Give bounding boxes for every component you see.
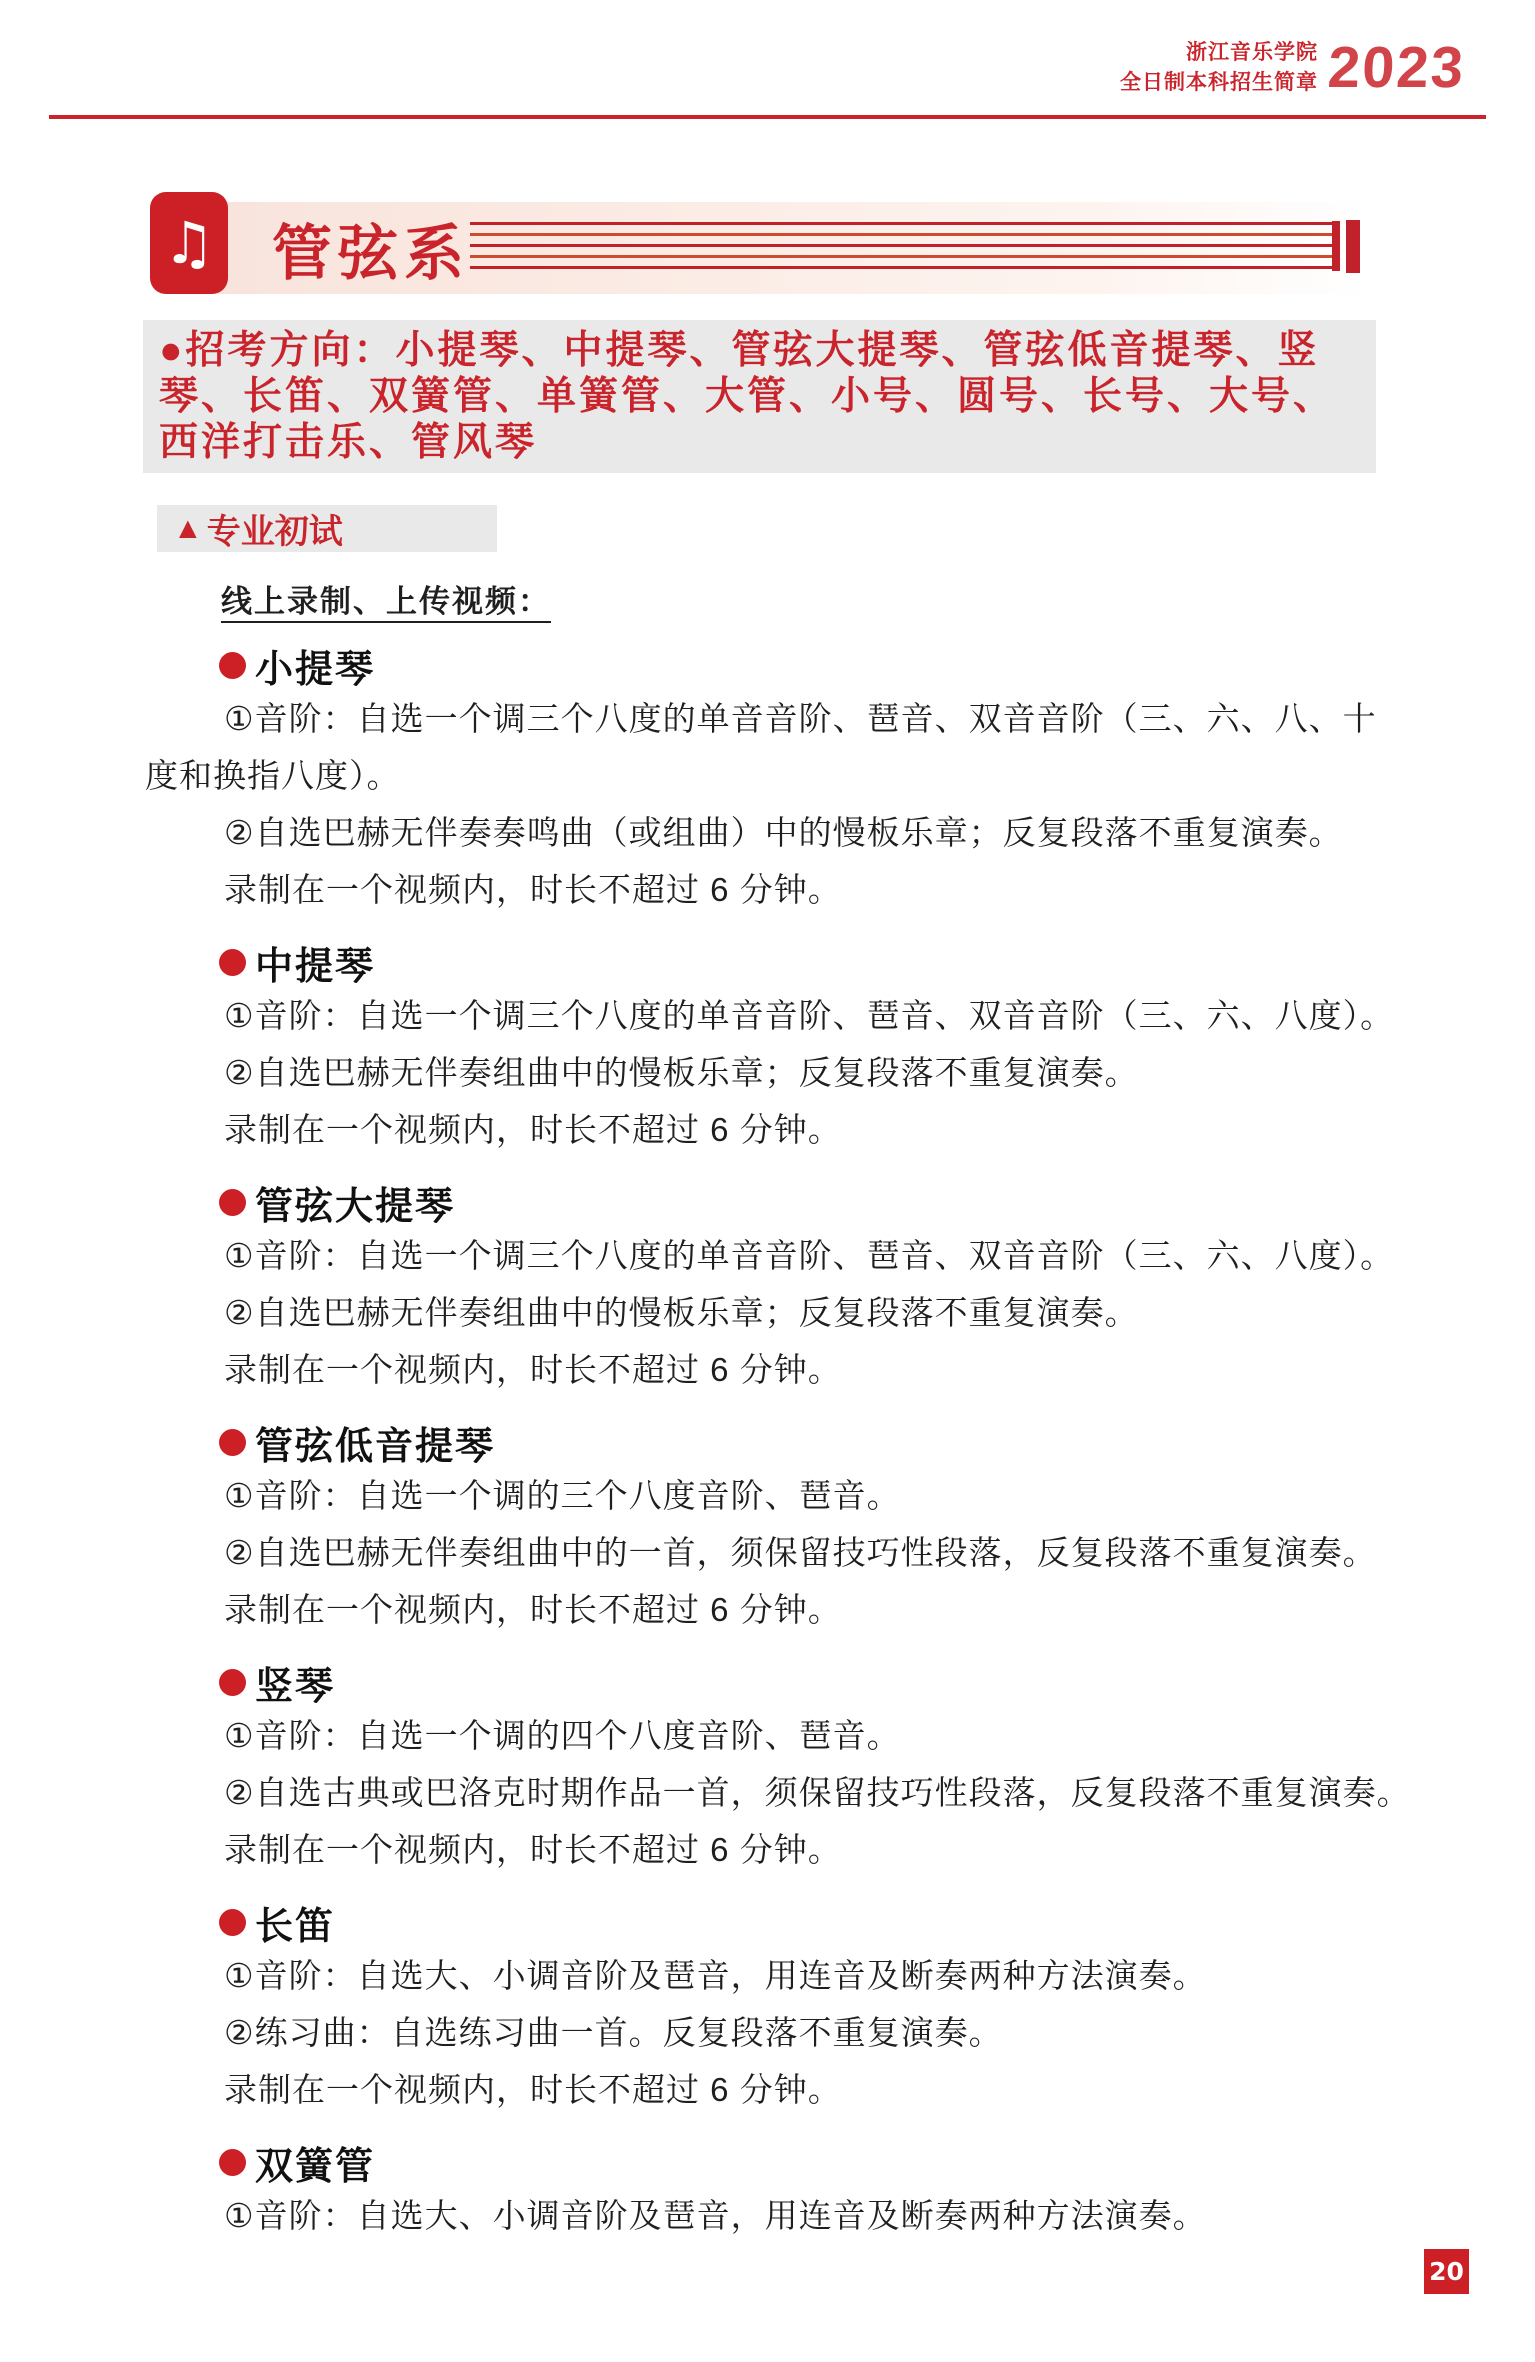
requirement-line: ①音阶：自选大、小调音阶及琶音，用连音及断奏两种方法演奏。 — [224, 1957, 1207, 1994]
requirement-line: ①音阶：自选一个调三个八度的单音音阶、琶音、双音音阶（三、六、八度）。 — [224, 997, 1395, 1034]
requirement-line: ①音阶：自选一个调的四个八度音阶、琶音。 — [224, 1717, 901, 1754]
school-name: 浙江音乐学院 — [1185, 40, 1318, 64]
section-lines — [145, 1227, 1395, 1398]
instrument-name: 中提琴 — [255, 945, 376, 988]
section-lines — [145, 690, 1395, 918]
requirement-line: ①音阶：自选一个调三个八度的单音音阶、琶音、双音音阶（三、六、八、十 — [224, 700, 1377, 737]
requirement-line: ①音阶：自选一个调的三个八度音阶、琶音。 — [224, 1477, 901, 1514]
staff-end-thick-bar — [1346, 220, 1360, 273]
section-lines — [145, 1467, 1395, 1638]
instrument-section — [145, 2140, 1395, 2244]
bullet-icon — [219, 2149, 246, 2176]
sections — [145, 643, 1411, 2244]
method-label: 线上录制、上传视频： — [221, 584, 551, 619]
instrument-section — [145, 1180, 1395, 1398]
instrument-name: 长笛 — [255, 1905, 336, 1948]
directions-box — [143, 320, 1376, 473]
requirement-line: 录制在一个视频内，时长不超过 6 分钟。 — [224, 1831, 842, 1868]
year-label: 2023 — [1326, 35, 1467, 100]
section-heading — [219, 2140, 1395, 2188]
bullet-icon — [219, 949, 246, 976]
instrument-section — [145, 643, 1395, 918]
brochure-title: 全日制本科招生简章 — [1119, 70, 1318, 94]
bullet-icon — [219, 1909, 246, 1936]
instrument-name: 双簧管 — [255, 2145, 376, 2188]
masthead-text — [1120, 38, 1318, 98]
requirement-line: 录制在一个视频内，时长不超过 6 分钟。 — [224, 1591, 842, 1628]
section-heading — [219, 643, 1395, 691]
bullet-icon — [219, 1669, 246, 1696]
requirement-line: ②练习曲：自选练习曲一首。反复段落不重复演奏。 — [224, 2014, 1003, 2051]
section-heading — [219, 940, 1395, 988]
instrument-section — [145, 1900, 1395, 2118]
direction-line: ●招考方向：小提琴、中提琴、管弦大提琴、管弦低音提琴、竖 — [159, 329, 1320, 372]
page-number: 20 — [1424, 2249, 1469, 2294]
instrument-name: 竖琴 — [255, 1665, 336, 1708]
instrument-name: 管弦低音提琴 — [255, 1425, 496, 1468]
instrument-name: 管弦大提琴 — [255, 1185, 456, 1228]
bullet-icon — [219, 652, 246, 679]
requirement-line: ①音阶：自选一个调三个八度的单音音阶、琶音、双音音阶（三、六、八度）。 — [224, 1237, 1395, 1274]
section-heading — [219, 1660, 1395, 1708]
section-lines — [145, 987, 1395, 1158]
staff-line — [470, 255, 1332, 258]
requirement-line: ②自选古典或巴洛克时期作品一首，须保留技巧性段落，反复段落不重复演奏。 — [224, 1774, 1411, 1811]
music-note-icon: ♫ — [163, 209, 215, 277]
requirement-line: ①音阶：自选大、小调音阶及琶音，用连音及断奏两种方法演奏。 — [224, 2197, 1207, 2234]
department-name: 管弦系 — [272, 221, 470, 287]
requirement-line: 录制在一个视频内，时长不超过 6 分钟。 — [224, 1351, 842, 1388]
section-lines — [145, 2187, 1395, 2244]
requirement-line: ②自选巴赫无伴奏组曲中的一首，须保留技巧性段落，反复段落不重复演奏。 — [224, 1534, 1377, 1571]
requirement-line: 录制在一个视频内，时长不超过 6 分钟。 — [224, 2071, 842, 2108]
main-content — [145, 505, 1411, 2244]
instrument-name: 小提琴 — [255, 648, 376, 691]
instrument-section — [145, 1660, 1411, 1878]
staff-line — [470, 222, 1332, 225]
section-lines — [145, 1947, 1395, 2118]
requirement-line: 度和换指八度）。 — [145, 757, 401, 794]
bullet-icon — [219, 1429, 246, 1456]
requirement-line: ②自选巴赫无伴奏组曲中的慢板乐章；反复段落不重复演奏。 — [224, 1054, 1139, 1091]
section-heading — [219, 1420, 1395, 1468]
music-note-badge — [150, 192, 228, 294]
direction-line: 琴、长笛、双簧管、单簧管、大管、小号、圆号、长号、大号、 — [159, 375, 1336, 418]
requirement-line: 录制在一个视频内，时长不超过 6 分钟。 — [224, 871, 842, 908]
instrument-section — [145, 1420, 1395, 1638]
requirement-line: ②自选巴赫无伴奏组曲中的慢板乐章；反复段落不重复演奏。 — [224, 1294, 1139, 1331]
staff-lines-decoration — [470, 221, 1365, 275]
triangle-icon: ▲ — [173, 511, 203, 545]
direction-line: 西洋打击乐、管风琴 — [159, 421, 538, 464]
instrument-section — [145, 940, 1395, 1158]
staff-line — [470, 244, 1332, 247]
requirement-line: ②自选巴赫无伴奏奏鸣曲（或组曲）中的慢板乐章；反复段落不重复演奏。 — [224, 814, 1343, 851]
section-heading — [219, 1900, 1395, 1948]
exam-stage-header — [157, 505, 497, 552]
masthead — [1120, 34, 1465, 101]
section-lines — [145, 1707, 1411, 1878]
requirement-line: 录制在一个视频内，时长不超过 6 分钟。 — [224, 1111, 842, 1148]
section-heading — [219, 1180, 1395, 1228]
header-rule — [49, 115, 1486, 119]
bullet-icon — [219, 1189, 246, 1216]
stage-title: 专业初试 — [206, 513, 343, 551]
staff-end-thin-bar — [1332, 221, 1340, 271]
staff-line — [470, 233, 1332, 236]
staff-line — [470, 266, 1332, 269]
